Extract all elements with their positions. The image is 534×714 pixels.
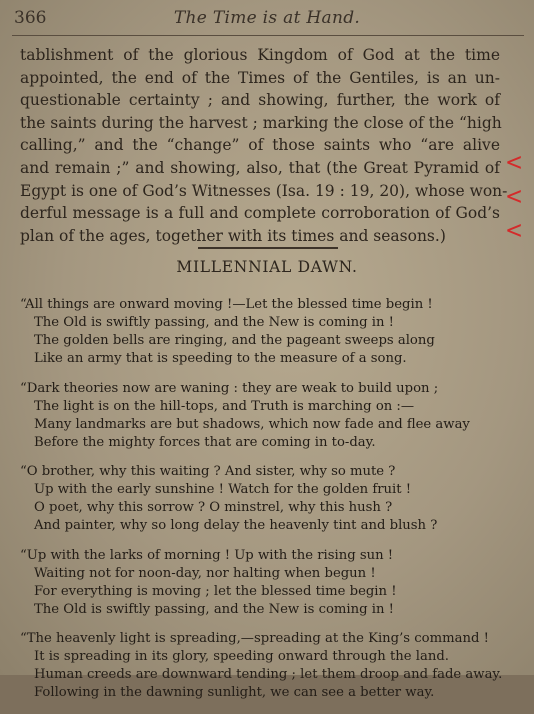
header-divider	[12, 35, 524, 36]
page-number: 366	[14, 8, 47, 28]
poem-title: MILLENNIAL DAWN.	[176, 258, 358, 276]
verse-line: “All things are onward moving !—Let the blessed time begin !	[20, 297, 433, 312]
prose-line: Egypt is one of God’s Witnesses (Isa. 19 : 19, 20), whose won-	[20, 181, 508, 200]
stanza	[20, 380, 520, 452]
verse-line: Human creeds are downward tending ; let them droop and fade away.	[34, 667, 503, 682]
verse-line: Many landmarks are but shadows, which now fade and flee away	[34, 416, 470, 432]
verse-line: Like an army that is speeding to the measure of a song.	[34, 351, 407, 366]
page-header	[0, 8, 534, 32]
prose-line: derful message is a full and complete corroboration of God’s	[20, 204, 500, 223]
verse-line: Before the mighty forces that are coming in to-day.	[34, 434, 376, 450]
prose-line: appointed, the end of the Times of the Gentiles, is an un-	[20, 68, 500, 87]
verse-line: The Old is swiftly passing, and the New is coming in !	[34, 601, 394, 617]
stanza	[20, 463, 520, 535]
stanza	[20, 630, 520, 702]
verse-line: For everything is moving ; let the blessed time begin !	[34, 583, 397, 599]
poem	[20, 296, 520, 714]
verse-line: Waiting not for noon-day, nor halting when begun !	[34, 565, 376, 581]
verse-line: The golden bells are ringing, and the pageant sweeps along	[34, 333, 435, 348]
running-title: The Time is at Hand.	[173, 8, 361, 28]
verse-line: The light is on the hill-tops, and Truth is marching on :—	[34, 398, 415, 414]
prose-line: calling,” and the “change” of those saints who “are alive	[20, 136, 500, 155]
prose-line: questionable certainty ; and showing, further, the work of	[20, 91, 500, 110]
verse-line: It is spreading in its glory, speeding onward through the land.	[34, 649, 449, 664]
stanza	[20, 547, 520, 619]
prose-line: the saints during the harvest ; marking the close of the “high	[20, 113, 502, 132]
verse-line: “The heavenly light is spreading,—spreading at the King’s command !	[20, 631, 489, 646]
verse-line: The Old is swiftly passing, and the New is coming in !	[34, 315, 394, 330]
verse-line: O poet, why this sorrow ? O minstrel, why this hush ?	[34, 500, 393, 515]
red-margin-mark: <	[505, 216, 524, 244]
section-divider	[198, 247, 338, 249]
prose-line: plan of the ages, together with its times and seasons.)	[20, 226, 446, 245]
verse-line: “Dark theories now are waning : they are weak to build upon ;	[20, 380, 439, 396]
red-margin-mark: <	[505, 148, 524, 176]
prose-paragraph	[20, 44, 508, 247]
prose-line: tablishment of the glorious Kingdom of God at the time	[20, 46, 500, 64]
prose-line: and remain ;” and showing, also, that (the Great Pyramid of	[20, 158, 500, 177]
red-margin-mark: <	[505, 182, 524, 210]
stanza	[20, 296, 520, 368]
verse-line: “O brother, why this waiting ? And sister, why so mute ?	[20, 464, 396, 479]
verse-line: Following in the dawning sunlight, we can see a better way.	[34, 685, 435, 700]
verse-line: And painter, why so long delay the heavenly tint and blush ?	[34, 518, 438, 533]
verse-line: Up with the early sunshine ! Watch for the golden fruit !	[34, 482, 412, 497]
verse-line: “Up with the larks of morning ! Up with the rising sun !	[20, 547, 394, 563]
